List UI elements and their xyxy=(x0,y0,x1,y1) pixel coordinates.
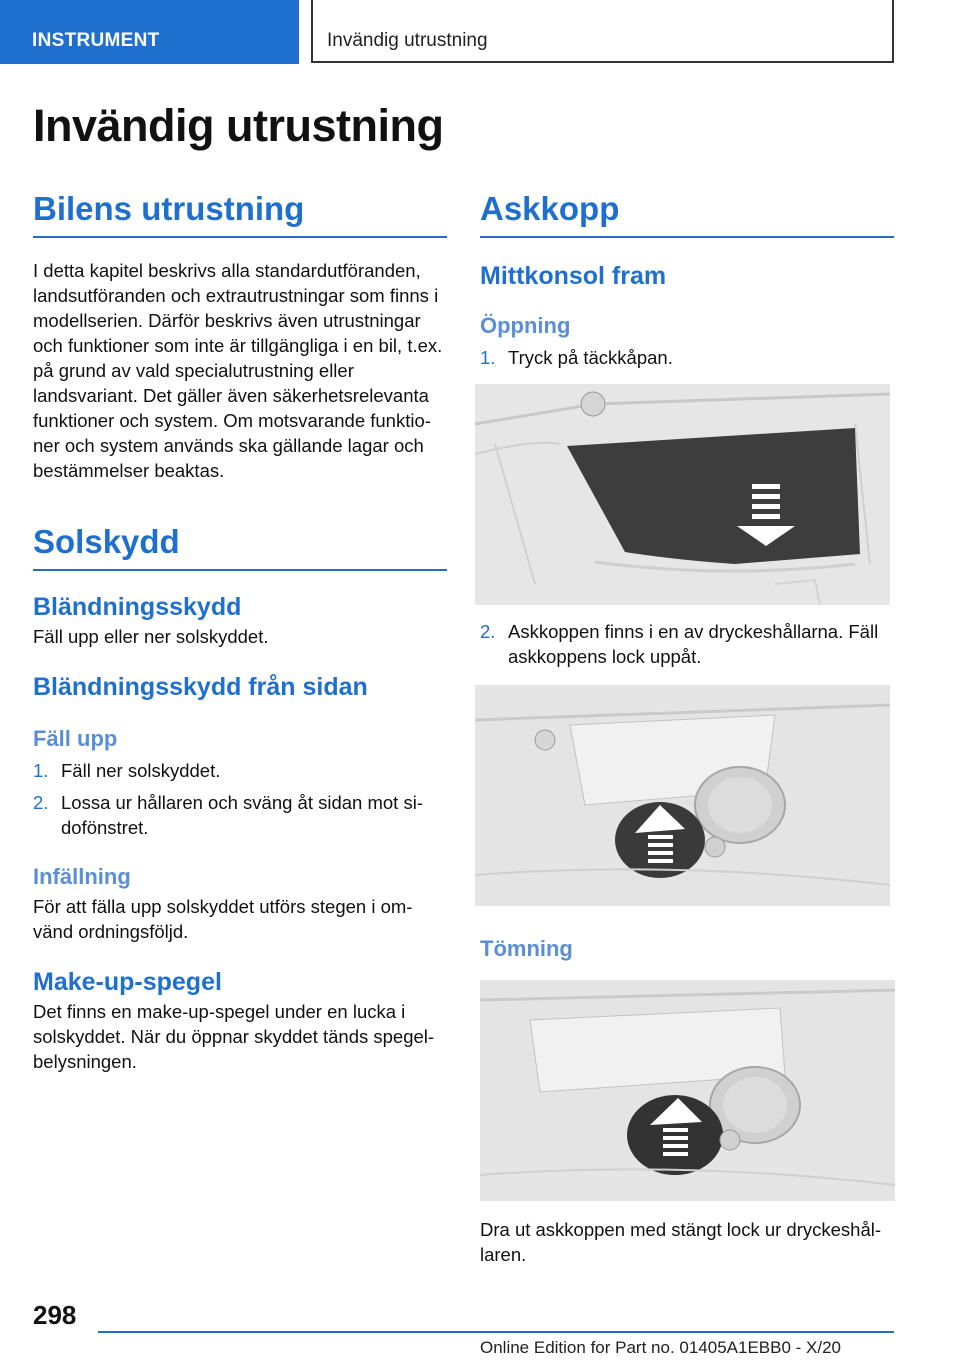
step-number: 1. xyxy=(480,347,496,368)
blandningsskydd-paragraph: Fäll upp eller ner solskyddet. xyxy=(33,626,269,647)
list-item xyxy=(480,619,894,669)
heading-blandningsskydd: Bländningsskydd xyxy=(33,593,242,621)
heading-fall-upp: Fäll upp xyxy=(33,726,118,751)
heading-askkopp: Askkopp xyxy=(480,190,894,238)
heading-blandningsskydd-sidan: Bländningsskydd från sidan xyxy=(33,673,368,701)
right-column xyxy=(480,190,894,1267)
step-number: 2. xyxy=(480,621,496,642)
ashtray-pullout-image xyxy=(480,980,895,1201)
step-number: 2. xyxy=(33,792,49,813)
step-text: Fäll ner solskyddet. xyxy=(61,760,221,781)
heading-mittkonsol-fram: Mittkonsol fram xyxy=(480,262,667,290)
ashtray-lid-image xyxy=(475,685,890,906)
step-text: Tryck på täckkåpan. xyxy=(508,347,673,368)
step-number: 1. xyxy=(33,760,49,781)
tomning-paragraph: Dra ut askkoppen med stängt lock ur dryckeshål- laren. xyxy=(480,1219,882,1265)
footer-divider xyxy=(98,1331,894,1333)
heading-tomning: Tömning xyxy=(480,936,573,961)
heading-infallning: Infällning xyxy=(33,864,131,889)
chapter-label: Invändig utrustning xyxy=(327,30,488,51)
infallning-paragraph: För att fälla upp solskyddet utförs stegen i om- vänd ordningsföljd. xyxy=(33,896,413,942)
heading-solskydd: Solskydd xyxy=(33,523,447,571)
heading-bilens-utrustning: Bilens utrustning xyxy=(33,190,447,238)
page-number: 298 xyxy=(33,1300,77,1330)
list-item xyxy=(33,790,447,840)
bilens-paragraph: I detta kapitel beskrivs alla standardutföranden, landsutföranden och extrautrustningar som finns i modellserien. Därför beskrivs även utrustningar och funktioner som inte är tillgängliga i en bil, t.ex. på grund av vald specialutrustning eller landsvariant. Det gäller även säkerhetsrelevanta funktioner och system. Om motsvarande funktio- ner och system används ska gällande lagar och bestämmelser beaktas. xyxy=(33,260,443,481)
heading-make-up-spegel: Make-up-spegel xyxy=(33,968,222,996)
make-up-paragraph: Det finns en make-up-spegel under en lucka i solskyddet. När du öppnar skyddet tänds spegel- belysningen. xyxy=(33,1001,435,1072)
step-text: Askkoppen finns i en av dryckeshållarna. Fäll askkoppens lock uppåt. xyxy=(508,621,879,667)
section-label: INSTRUMENT xyxy=(32,30,160,51)
left-column xyxy=(33,190,447,1074)
list-item xyxy=(33,758,447,783)
ashtray-open-illustration xyxy=(475,685,890,906)
section-tab xyxy=(0,0,299,64)
fall-upp-steps xyxy=(33,758,447,840)
step-text: Lossa ur hållaren och sväng åt sidan mot si- dofönstret. xyxy=(61,792,423,838)
heading-oppning: Öppning xyxy=(480,313,571,338)
cover-press-illustration xyxy=(475,384,890,605)
chapter-header xyxy=(311,0,894,63)
ashtray-remove-illustration xyxy=(480,980,895,1201)
edition-label: Online Edition for Part no. 01405A1EBB0 - X/20 xyxy=(480,1338,842,1357)
console-cover-image xyxy=(475,384,890,605)
list-item xyxy=(480,345,894,370)
page-title: Invändig utrustning xyxy=(33,100,444,151)
